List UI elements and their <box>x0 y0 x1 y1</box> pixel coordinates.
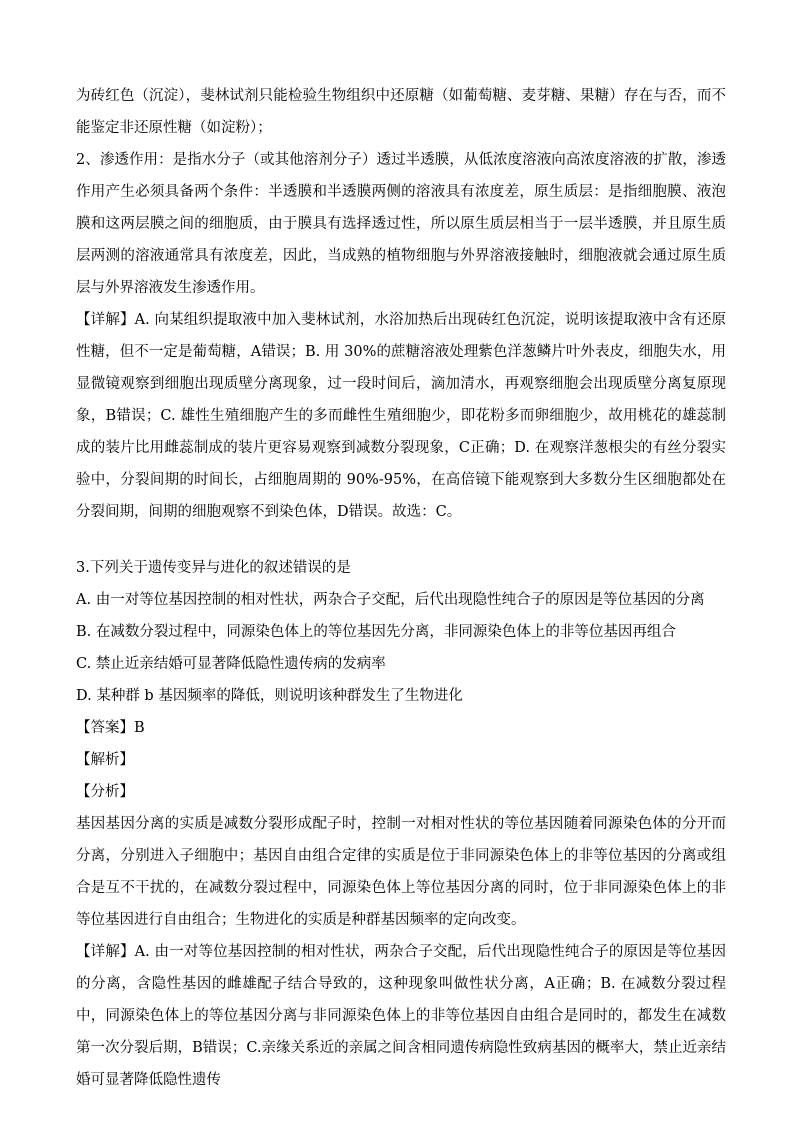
fenxi-label: 【分析】 <box>76 784 134 800</box>
detail-paragraph: 【详解】A. 由一对等位基因控制的相对性状，两杂合子交配，后代出现隐性纯合子的原因是等位基因的分离，含隐性基因的雌雄配子结合导致的，这种现象叫做性状分离，A正确；B. 在减数分裂过程中，同源染色体上的等位基因分离与非同源染色体上的非等位基因自由组合是同时的，都发生在减数第一次分裂后期，B错误；C.亲缘关系近的亲属之间含相同遗传病隐性致病基因的概率大，禁止近亲结婚可显著降低隐性遗传 <box>76 944 726 1088</box>
document-page <box>76 80 726 1096</box>
option-d: D. 某种群 b 基因频率的降低，则说明该种群发生了生物进化 <box>76 688 463 704</box>
question-stem: 3.下列关于遗传变异与进化的叙述错误的是 <box>76 560 351 576</box>
question-gap <box>76 528 726 552</box>
answer-line: 【答案】B <box>76 720 145 736</box>
fenxi-paragraph: 基因基因分离的实质是减数分裂形成配子时，控制一对相对性状的等位基因随着同源染色体的分开而分离，分别进入子细胞中；基因自由组合定律的实质是位于非同源染色体上的非等位基因的分离或组合是互不干扰的，在减数分裂过程中，同源染色体上等位基因分离的同时，位于非同源染色体上的非等位基因进行自由组合；生物进化的实质是种群基因频率的定向改变。 <box>76 816 726 928</box>
analysis-label: 【解析】 <box>76 752 134 768</box>
option-c: C. 禁止近亲结婚可显著降低隐性遗传病的发病率 <box>76 656 386 672</box>
option-a: A. 由一对等位基因控制的相对性状，两杂合子交配，后代出现隐性纯合子的原因是等位基因的分离 <box>76 592 705 608</box>
analysis-tail-paragraph-2: 2、渗透作用：是指水分子（或其他溶剂分子）透过半透膜，从低浓度溶液向高浓度溶液的扩散，渗透作用产生必须具备两个条件：半透膜和半透膜两侧的溶液具有浓度差，原生质层：是指细胞膜、液泡膜和这两层膜之间的细胞质，由于膜具有选择透过性，所以原生质层相当于一层半透膜，并且原生质层两测的溶液通常具有浓度差，因此，当成熟的植物细胞与外界溶液接触时，细胞液就会通过原生质层与外界溶液发生渗透作用。 <box>76 152 726 296</box>
option-b: B. 在减数分裂过程中，同源染色体上的等位基因先分离，非同源染色体上的非等位基因再组合 <box>76 624 676 640</box>
analysis-tail-paragraph-1: 为砖红色（沉淀），斐林试剂只能检验生物组织中还原糖（如葡萄糖、麦芽糖、果糖）存在与否，而不能鉴定非还原性糖（如淀粉）； <box>76 88 726 136</box>
previous-detail-paragraph: 【详解】A. 向某组织提取液中加入斐林试剂，水浴加热后出现砖红色沉淀，说明该提取液中含有还原性糖，但不一定是葡萄糖，A错误；B. 用 30%的蔗糖溶液处理紫色洋葱鳞片叶外表皮，细胞失水，用显微镜观察到细胞出现质壁分离现象，过一段时间后，滴加清水，再观察细胞会出现质壁分离复原现象，B错误；C. 雄性生殖细胞产生的多而雌性生殖细胞少，即花粉多而卵细胞少，故用桃花的雄蕊制成的装片比用雌蕊制成的装片更容易观察到减数分裂现象，C正确；D. 在观察洋葱根尖的有丝分裂实验中，分裂间期的时间长，占细胞周期的 90%-95%，在高倍镜下能观察到大多数分生区细胞都处在分裂间期，间期的细胞观察不到染色体，D错误。故选：C。 <box>76 312 726 520</box>
